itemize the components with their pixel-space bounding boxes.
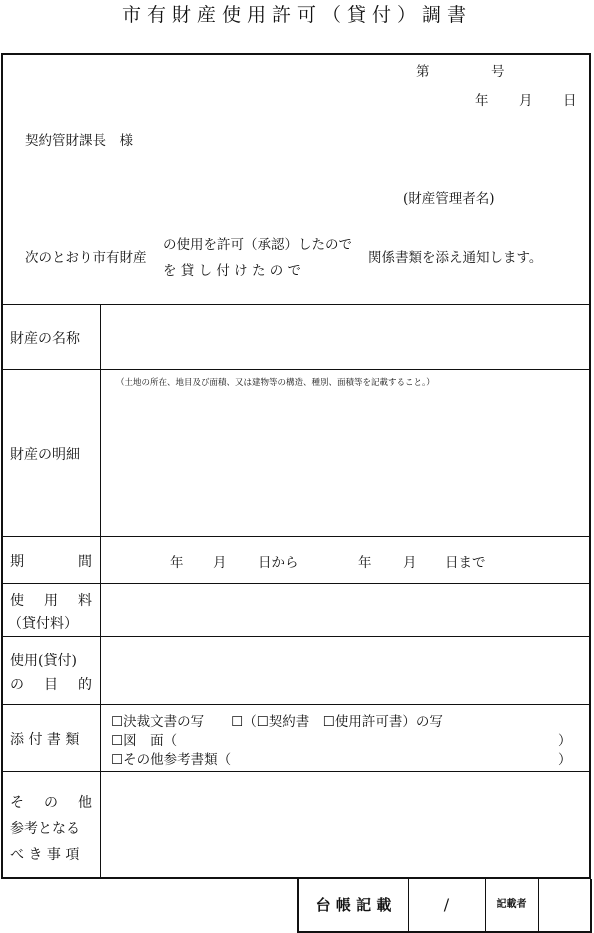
ledger-date-slash[interactable]: / (443, 895, 450, 914)
ledger-box (297, 879, 592, 933)
period-from-year: 年 (170, 555, 184, 571)
label-fee-line2: （貸付料） (8, 616, 78, 632)
row-divider (1, 771, 591, 772)
notice-prefix: 次のとおり市有財産 (25, 250, 147, 266)
close-paren: ） (558, 733, 572, 749)
label-fee-line1 (0, 590, 100, 610)
period-to-year: 年 (358, 555, 372, 571)
detail-instruction: （土地の所在、地目及び面積、又は建物等の構造、種別、面積等を記載すること。） (116, 378, 435, 388)
date-year: 年 (475, 93, 489, 109)
document-title: 市有財産使用許可（貸付）調書 (121, 4, 472, 26)
row-divider (1, 636, 591, 637)
row-divider (1, 536, 591, 537)
ledger-recorder-label: 記載者 (496, 899, 527, 910)
period-from-month: 月 (213, 555, 227, 571)
label-text: 財産の名称 (10, 331, 80, 347)
label-text: 間 (78, 554, 92, 570)
notice-suffix: 関係書類を添え通知します。 (368, 250, 543, 266)
label-text: 料 (78, 593, 92, 609)
label-text: の (10, 677, 24, 693)
date-day: 日 (563, 93, 577, 109)
label-property-name (0, 328, 100, 348)
label-other-line2: 参考となる (10, 821, 80, 837)
label-period (0, 551, 100, 571)
label-text: 期 (10, 554, 24, 570)
label-attachments (0, 729, 100, 749)
attachment-line-other[interactable]: ☐その他参考書類（ (111, 752, 232, 768)
ledger-label: 台 帳 記 載 (315, 896, 392, 914)
ledger-recorder-field[interactable] (539, 879, 590, 931)
label-purpose-line2 (0, 674, 100, 694)
attachment-line-decision-contract[interactable]: ☐決裁文書の写 ☐（☐契約書 ☐使用許可書）の写 (111, 714, 443, 730)
label-other-line1 (0, 792, 100, 812)
addressee: 契約管財課長 様 (25, 133, 133, 149)
period-to-month: 月 (403, 555, 417, 571)
label-text: 他 (78, 795, 92, 811)
label-text: 目 (44, 677, 58, 693)
label-text: 添 付 書 類 (10, 732, 80, 748)
label-text: そ (10, 795, 24, 811)
label-other-line3: べ き 事 項 (10, 847, 80, 863)
column-divider (100, 304, 101, 879)
row-divider (1, 583, 591, 584)
label-text: 財産の明細 (10, 447, 80, 463)
date-month: 月 (519, 93, 533, 109)
period-from-day: 日から (258, 555, 299, 571)
attachment-line-drawing[interactable]: ☐図 面（ (111, 733, 178, 749)
close-paren: ） (558, 752, 572, 768)
number-go: 号 (491, 64, 505, 80)
label-property-detail (0, 444, 100, 464)
number-dai: 第 (416, 64, 430, 80)
row-divider (1, 704, 591, 705)
form-frame (1, 53, 591, 879)
row-divider (1, 304, 591, 305)
row-divider (1, 369, 591, 370)
manager-name: (財産管理者名) (403, 191, 495, 207)
notice-option-permit: の使用を許可（承認）したので (163, 237, 352, 253)
label-text: の (44, 795, 58, 811)
label-text: 的 (78, 677, 92, 693)
period-to-day: 日まで (445, 555, 486, 571)
label-text: 使 (10, 593, 24, 609)
label-purpose-line1: 使用(貸付) (10, 653, 77, 669)
notice-option-lend: を 貸 し 付 け た の で (163, 263, 302, 279)
label-text: 用 (44, 593, 58, 609)
